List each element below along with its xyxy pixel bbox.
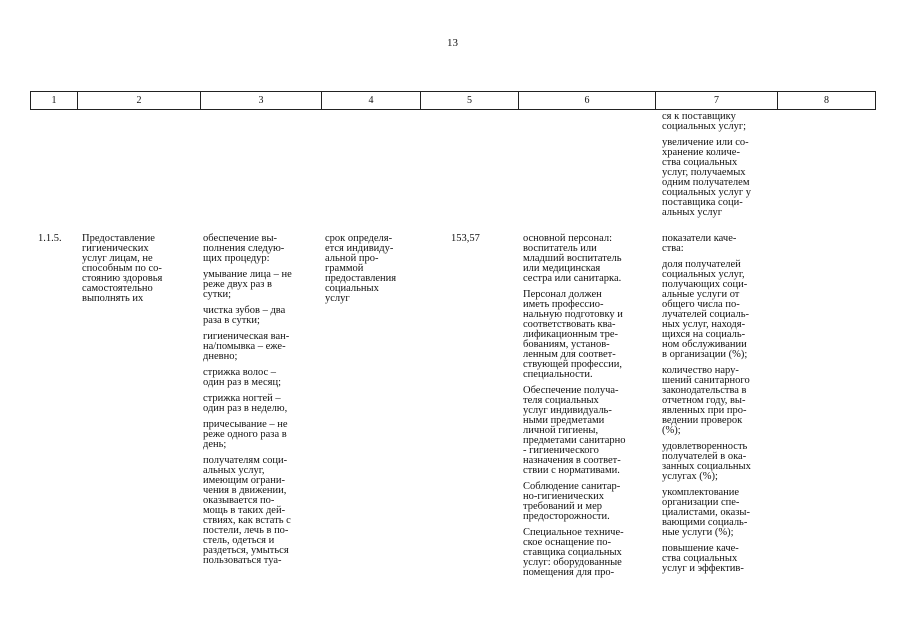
indicators-column — [662, 234, 778, 580]
indicator-paragraph: укомплектование организации спе- циалистами, оказы- вающими социаль- ные услуги (%); — [662, 487, 750, 538]
procedure-item: причесывание – не реже одного раза в день; — [203, 419, 288, 450]
procedure-item: гигиеническая ван- на/помывка – еже- дневно; — [203, 331, 290, 362]
header-cell-5: 5 — [420, 92, 518, 109]
term-column: срок определя- ется индивиду- альной про- граммой предоставления социальных услуг — [325, 233, 397, 304]
conditions-column — [523, 234, 657, 584]
indicator-paragraph: показатели каче- ства: — [662, 233, 737, 254]
continued-paragraph: увеличение или со- хранение количе- ства социальных услуг, получаемых одним получателем социальных услуг у поставщика соци- альных услуг — [662, 137, 752, 218]
header-cell-3: 3 — [200, 92, 321, 109]
procedures-column — [203, 234, 321, 572]
header-cell-2: 2 — [77, 92, 200, 109]
header-cell-7: 7 — [655, 92, 777, 109]
procedure-item: стрижка волос – один раз в месяц; — [203, 367, 282, 388]
indicator-paragraph: количество нару- шений санитарного законодательства в отчетном году, вы- явленных при про- ведении проверок (%); — [662, 365, 750, 436]
condition-paragraph: Соблюдение санитар- но-гигиенических требований и мер предосторожности. — [523, 481, 621, 522]
continued-line-group: ся к поставщику социальных услуг; — [662, 111, 747, 132]
row-number: 1.1.5. — [38, 233, 62, 244]
procedure-item: чистка зубов – два раза в сутки; — [203, 305, 286, 326]
procedure-item: умывание лица – не реже двух раз в сутки; — [203, 269, 292, 300]
header-cell-8: 8 — [777, 92, 875, 109]
condition-paragraph: Специальное техниче- ское оснащение по- ставщика социальных услуг: оборудованные помещения для про- — [523, 527, 624, 578]
header-cell-6: 6 — [518, 92, 655, 109]
header-cell-4: 4 — [321, 92, 420, 109]
indicator-paragraph: повышение каче- ства социальных услуг и эффектив- — [662, 543, 744, 574]
page-number: 13 — [447, 37, 458, 49]
price-value: 153,57 — [451, 233, 480, 244]
procedure-item: обеспечение вы- полнения следую- щих процедур: — [203, 233, 285, 264]
service-name: Предоставление гигиенических услуг лицам, не способным по со- стоянию здоровья самостоятельно выполнять их — [82, 233, 163, 304]
continued-indicators — [662, 112, 778, 224]
indicator-paragraph: удовлетворенность получателей в ока- занных социальных услугах (%); — [662, 441, 751, 482]
header-cell-1: 1 — [51, 95, 57, 106]
indicator-paragraph: доля получателей социальных услуг, получающих соци- альные услуги от общего числа по- лучателей социаль- ных услуг, находя- щихся на социаль- ном обслуживании в организации (%); — [662, 259, 749, 360]
condition-paragraph: Обеспечение получа- теля социальных услуг индивидуаль- ными предметами личной гигиены, предметами санитарно - гигиенического назначения в соответ- ствии с нормативами. — [523, 385, 626, 476]
table-header-row — [30, 91, 876, 110]
procedure-item: стрижка ногтей – один раз в неделю, — [203, 393, 288, 414]
procedure-item: получателям соци- альных услуг, имеющим ограни- чения в движении, оказывается по- мощь в таких дей- ствиях, как встать с постели, лечь в по- стель, одеться и раздеться, умыться пользоваться туа- — [203, 455, 291, 566]
condition-paragraph: Персонал должен иметь профессио- нальную подготовку и соответствовать ква- лификационным тре- бованиям, установ- ленным для соответ- ствующей профессии, специальности. — [523, 289, 623, 380]
condition-paragraph: основной персонал: воспитатель или младший воспитатель или медицинская сестра или санитарка. — [523, 233, 622, 284]
